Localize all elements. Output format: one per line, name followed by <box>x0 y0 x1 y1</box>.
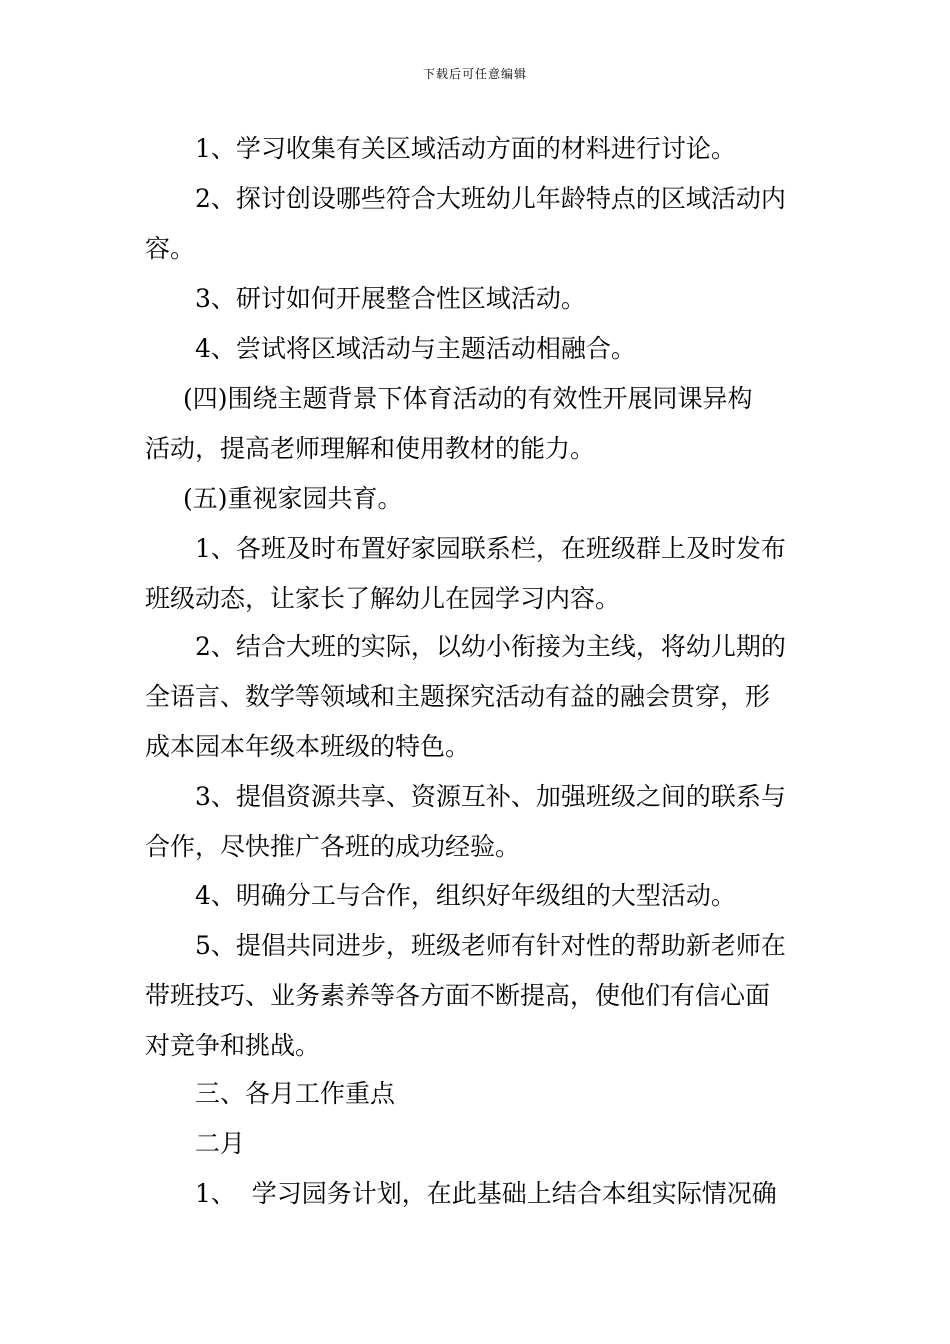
paragraph-line: 合作，尽快推广各班的成功经验。 <box>145 832 521 861</box>
paragraph-line: 2、结合大班的实际，以幼小衔接为主线，将幼儿期的 <box>195 632 786 661</box>
section-heading: 三、各月工作重点 <box>195 1079 396 1108</box>
paragraph-line: 班级动态，让家长了解幼儿在园学习内容。 <box>145 584 621 613</box>
paragraph-line: 全语言、数学等领域和主题探究活动有益的融会贯穿，形 <box>145 682 771 711</box>
paragraph-line: 带班技巧、业务素养等各方面不断提高，使他们有信心面 <box>145 981 771 1010</box>
paragraph-line: 4、明确分工与合作，组织好年级组的大型活动。 <box>195 881 736 910</box>
paragraph-line: 2、探讨创设哪些符合大班幼儿年龄特点的区域活动内 <box>195 184 786 213</box>
paragraph-line: 3、提倡资源共享、资源互补、加强班级之间的联系与 <box>195 782 786 811</box>
paragraph-line: 4、尝试将区域活动与主题活动相融合。 <box>195 334 636 363</box>
paragraph-line: 成本园本年级本班级的特色。 <box>145 732 471 761</box>
paragraph-line: 1、各班及时布置好家园联系栏，在班级群上及时发布 <box>195 534 786 563</box>
paragraph-line: 活动，提高老师理解和使用教材的能力。 <box>145 434 596 463</box>
month-heading: 二月 <box>195 1129 246 1158</box>
paragraph-line: 容。 <box>145 234 196 263</box>
page-header: 下载后可任意编辑 <box>422 67 527 81</box>
paragraph-line: (四)围绕主题背景下体育活动的有效性开展同课异构 <box>183 384 753 413</box>
paragraph-line: (五)重视家园共育。 <box>183 484 403 513</box>
paragraph-line: 3、研讨如何开展整合性区域活动。 <box>195 284 586 313</box>
paragraph-line: 对竞争和挑战。 <box>145 1031 321 1060</box>
paragraph-line: 5、提倡共同进步，班级老师有针对性的帮助新老师在 <box>195 931 786 960</box>
paragraph-line: 1、学习收集有关区域活动方面的材料进行讨论。 <box>195 134 736 163</box>
paragraph-line: 1、 学习园务计划，在此基础上结合本组实际情况确 <box>195 1179 777 1208</box>
